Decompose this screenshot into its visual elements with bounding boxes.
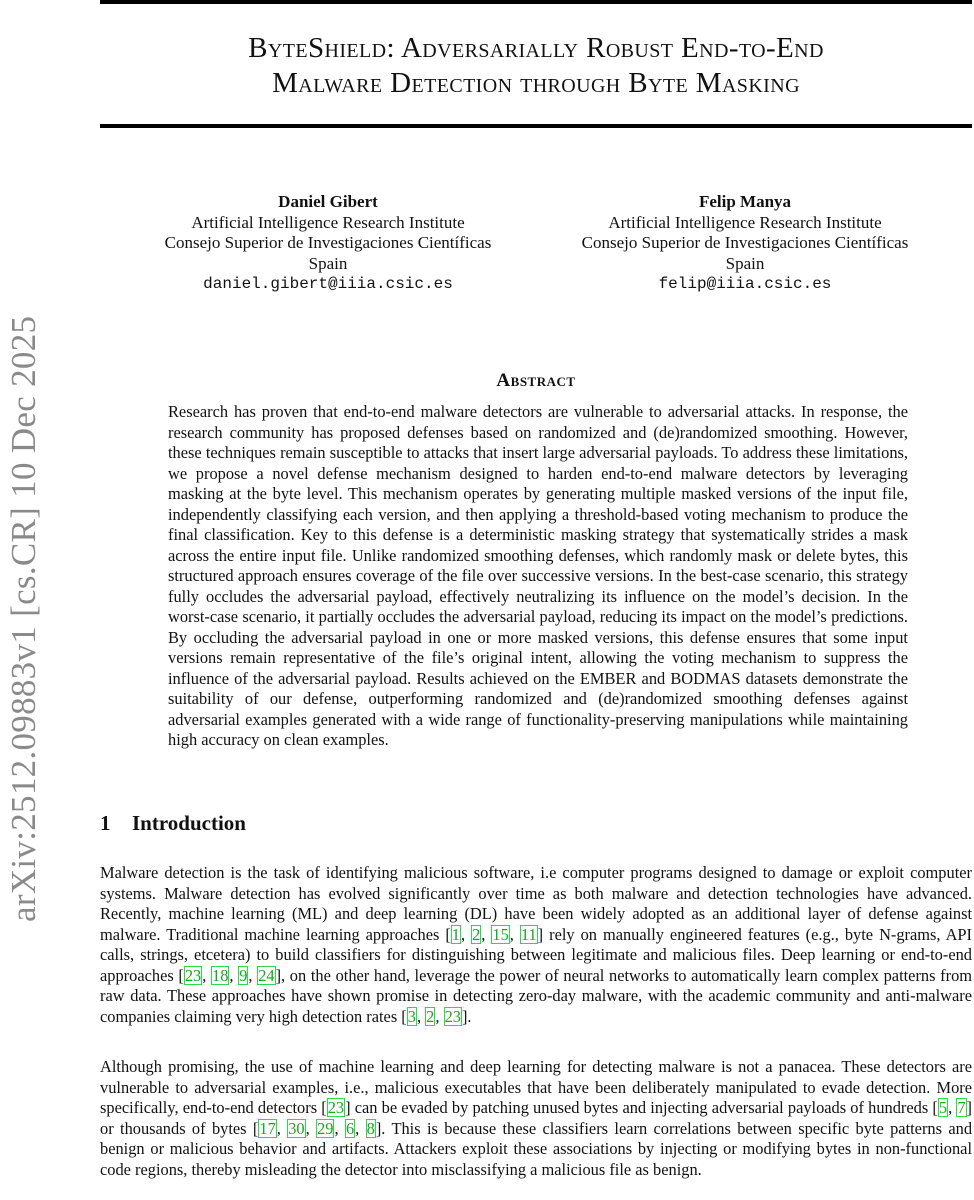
citation-link[interactable]: 23 <box>444 1006 461 1026</box>
author-name: Felip Manya <box>698 192 792 211</box>
author-email[interactable]: daniel.gibert@iiia.csic.es <box>203 275 453 293</box>
citation-group: 3, 2, 23 <box>407 1006 461 1026</box>
author-block-1 <box>128 192 528 295</box>
citation-link[interactable]: 2 <box>472 924 481 944</box>
abstract-text: Research has proven that end-to-end malware detectors are vulnerable to adversarial attacks. In response, the research community has proposed defenses based on randomized and (de)randomized smoothing. However, these techniques remain susceptible to attacks that insert large adversarial payloads. To address these limitations, we propose a novel defense mechanism designed to harden end-to-end malware detectors by leveraging masking at the byte level. This mechanism operates by generating multiple masked versions of the input file, independently classifying each version, and then applying a threshold-based voting mechanism to produce the final classification. Key to this defense is a deterministic masking strategy that systematically strides a mask across the entire input file. Unlike randomized smoothing defenses, which randomly mask or delete bytes, this structured approach ensures coverage of the file over successive versions. In the best-case scenario, this strategy fully occludes the adversarial payload, effectively neutralizing its influence on the model’s decision. In the worst-case scenario, it partially occludes the adversarial payload, reducing its impact on the model’s predictions. By occluding the adversarial payload in one or more masked versions, this defense ensures that some input versions remain representative of the file’s original intent, allowing the voting mechanism to suppress the influence of the adversarial payload. Results achieved on the EMBER and BODMAS datasets demonstrate the suitability of our defense, outperforming randomized and (de)randomized smoothing defenses against adversarial examples generated with a wide range of functionality-preserving manipulations while maintaining high accuracy on clean examples. <box>168 402 908 749</box>
citation-group: 17, 30, 29, 6, 8 <box>259 1118 375 1138</box>
paragraph-text: ] or thousands of bytes [ <box>100 1098 973 1138</box>
title-rule-top <box>100 0 972 4</box>
citation-link[interactable]: 11 <box>520 924 537 944</box>
citation-link[interactable]: 8 <box>366 1118 375 1138</box>
section-heading-introduction <box>100 811 246 836</box>
author-name: Daniel Gibert <box>278 192 378 211</box>
author-email[interactable]: felip@iiia.csic.es <box>658 275 832 293</box>
paragraph-text: Although promising, the use of machine learning and deep learning for detecting malware is not a panacea. These detectors are vulnerable to adversarial examples, i.e., malicious executables that have been deliberately manipulated to evade detection. More specifically, end-to-end detectors [ <box>100 1057 972 1117</box>
abstract-heading: Abstract <box>496 370 576 391</box>
citation-group <box>327 1098 345 1117</box>
arxiv-identifier: arXiv:2512.09883v1 [cs.CR] 10 Dec 2025 <box>4 315 43 922</box>
paper-title <box>100 31 972 101</box>
citation-link[interactable]: 23 <box>327 1098 345 1117</box>
paragraph-text: ]. This is because these classifiers learn correlations between specific byte patterns and benign or malicious behavior and artifacts. Attackers exploit these associations by injecting or modifying bytes in non-functional code regions, thereby misleading the detector into misclassifying a malicious file as benign. <box>100 1118 973 1179</box>
citation-link[interactable]: 23 <box>184 965 202 985</box>
section-title: Introduction <box>132 811 246 835</box>
citation-group: 5, 7 <box>938 1098 966 1117</box>
title-rule-bottom <box>100 124 972 128</box>
paragraph-text: Malware detection is the task of identifying malicious software, i.e computer programs designed to damage or exploit computer systems. Malware detection has evolved significantly over time as both malware and detection technologies have advanced. Recently, machine learning (ML) and deep learning (DL) have been widely adopted as an additional layer of defense against malware. Traditional machine learning approaches [ <box>100 863 972 944</box>
citation-link[interactable]: 15 <box>492 924 509 944</box>
citation-link[interactable]: 7 <box>957 1098 966 1117</box>
section-number: 1 <box>100 811 111 835</box>
citation-link[interactable]: 17 <box>259 1118 276 1138</box>
paragraph-text: ]. <box>461 1006 472 1026</box>
paragraph-text: ], on the other hand, leverage the power of neural networks to automatically learn complex patterns from raw data. These approaches have shown promise in detecting zero-day malware, with the academic community and anti-malware companies claiming very high detection rates [ <box>100 965 973 1026</box>
author-institution: Consejo Superior de Investigaciones Científicas <box>164 233 492 252</box>
paragraph-text: ] can be evaded by patching unused bytes and injecting adversarial payloads of hundreds [ <box>345 1098 938 1117</box>
citation-link[interactable]: 1 <box>451 924 460 944</box>
author-affiliation: Artificial Intelligence Research Institute <box>608 212 882 232</box>
author-institution: Consejo Superior de Investigaciones Científicas <box>581 233 909 252</box>
citation-link[interactable]: 5 <box>938 1098 948 1117</box>
citation-link[interactable]: 24 <box>258 965 275 985</box>
citation-link[interactable]: 29 <box>317 1118 334 1138</box>
paper-title-line-2: Malware Detection through Byte Masking <box>272 67 800 99</box>
author-country: Spain <box>308 253 348 273</box>
citation-link[interactable]: 30 <box>288 1118 305 1138</box>
citation-link[interactable]: 9 <box>239 965 248 985</box>
intro-paragraph-1 <box>100 863 972 1027</box>
paper-title-line-1: ByteShield: Adversarially Robust End-to-End <box>248 32 824 64</box>
citation-link[interactable]: 6 <box>345 1118 355 1138</box>
citation-link[interactable]: 18 <box>212 965 229 985</box>
citation-group: 23, 18, 9, 24 <box>184 965 275 985</box>
author-block-2 <box>545 192 945 295</box>
intro-paragraph-2 <box>100 1057 972 1180</box>
author-affiliation: Artificial Intelligence Research Institute <box>191 212 465 232</box>
citation-link[interactable]: 2 <box>426 1006 435 1026</box>
citation-link[interactable]: 3 <box>407 1006 416 1026</box>
paragraph-text: ] rely on manually engineered features (e.g., byte N-grams, API calls, strings, etcetera) to build classifiers for distinguishing between legitimate and malicious files. Deep learning or end-to-end approaches [ <box>100 924 973 985</box>
author-country: Spain <box>725 253 765 273</box>
citation-group: 1, 2, 15, 11 <box>451 924 537 944</box>
